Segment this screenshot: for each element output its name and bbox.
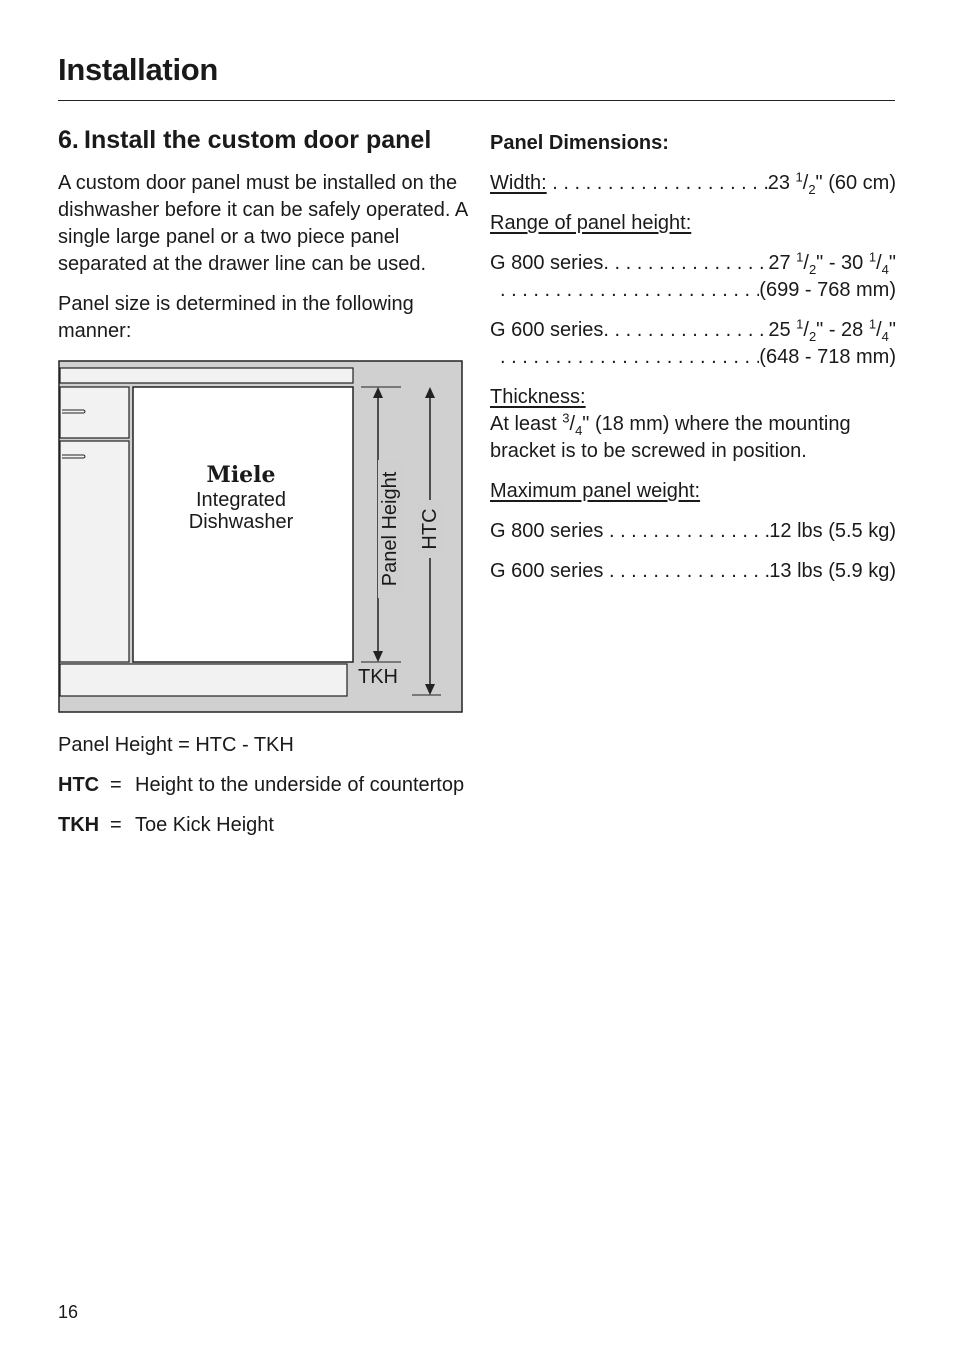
g800-mm: (699 - 768 mm) [759, 279, 896, 301]
definition-equals: = [110, 774, 122, 796]
definition-term: TKH [58, 814, 100, 836]
left-column [58, 124, 468, 839]
intro-paragraph: A custom door panel must be installed on the dishwasher before it can be safely operated. A single large panel or a two piece panel separated at the drawer line can be used. [58, 172, 468, 275]
definition-text: Height to the underside of countertop [135, 774, 465, 796]
g600-weight [490, 558, 896, 585]
width-leader [490, 170, 768, 197]
diagram-drawing [58, 360, 463, 714]
w600-label: G 600 series [490, 560, 604, 582]
definition-term: HTC [58, 774, 100, 796]
panel-size-paragraph: Panel size is determined in the following manner: [58, 293, 414, 342]
product-label-line1: Integrated [195, 489, 287, 511]
definition-text: Toe Kick Height [135, 814, 274, 836]
g600-leader [490, 317, 768, 344]
panel-height-label: Panel Height [378, 460, 402, 598]
product-label-line2: Dishwasher [188, 511, 294, 533]
brand-logo: Miele [206, 462, 276, 488]
section-heading [58, 124, 468, 156]
weight-label: Maximum panel weight: [490, 480, 701, 502]
page-number: 16 [58, 1302, 79, 1322]
width-label: Width: [490, 172, 547, 194]
definition-htc [58, 771, 468, 799]
section-title: Install the custom door panel [84, 126, 432, 154]
definition-tkh [58, 811, 468, 839]
installation-diagram [58, 360, 463, 714]
htc-label: HTC [418, 500, 442, 558]
thickness-label: Thickness: [490, 386, 586, 408]
g800-inches: 27 $^1/_2$" - 30 $^1/_4$" [768, 249, 896, 277]
thickness-text: At least $^3/_4$" (18 mm) where the mounting bracket is to be screwed in position. [490, 410, 851, 462]
right-column [490, 130, 896, 598]
w800-value: 12 lbs (5.5 kg) [769, 520, 896, 542]
dimensions-heading: Panel Dimensions: [490, 132, 669, 154]
tkh-label: TKH [358, 666, 398, 688]
page-title: Installation [58, 52, 219, 87]
w800-label: G 800 series [490, 520, 604, 542]
countertop [60, 368, 353, 383]
thickness-block [490, 384, 896, 465]
width-row [490, 170, 896, 197]
g800-label: G 800 series [490, 252, 604, 274]
toe-kick [60, 664, 347, 696]
section-number: 6. [58, 126, 79, 154]
height-range-label: Range of panel height: [490, 212, 692, 234]
panel-height-formula: Panel Height = HTC - TKH [58, 734, 294, 756]
title-divider [58, 100, 895, 101]
definition-equals: = [110, 814, 122, 836]
g600-inches: 25 $^1/_2$" - 28 $^1/_4$" [768, 316, 896, 344]
width-value: 23 $^1/_2$" (60 cm) [767, 169, 896, 197]
w600-value: 13 lbs (5.9 kg) [769, 560, 896, 582]
g800-leader [490, 250, 768, 277]
g800-height [490, 250, 896, 304]
g600-mm: (648 - 718 mm) [759, 346, 896, 368]
g600-height [490, 317, 896, 371]
cabinet-door [60, 441, 129, 662]
g600-label: G 600 series [490, 319, 604, 341]
g800-weight [490, 518, 896, 545]
